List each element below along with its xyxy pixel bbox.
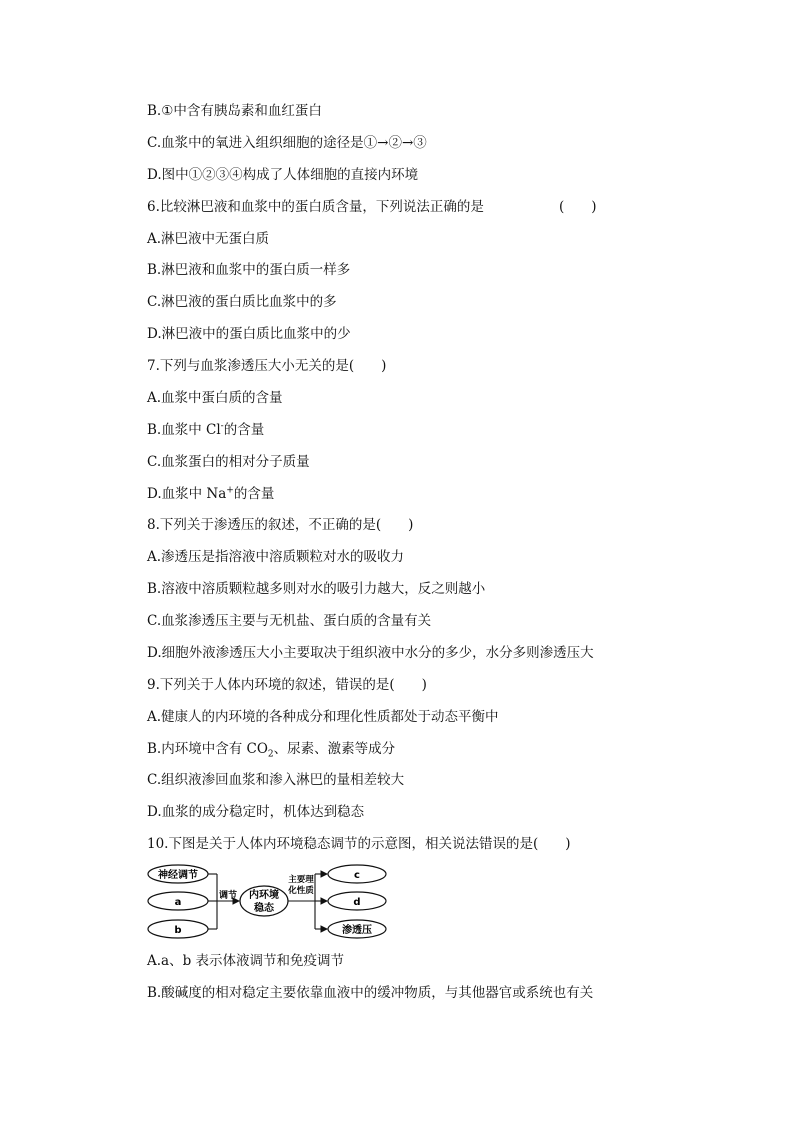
option-q10-a: A.a、b 表示体液调节和免疫调节 — [147, 953, 345, 969]
label-a: a — [174, 897, 182, 908]
question-6 — [147, 198, 597, 216]
homeostasis-diagram — [147, 860, 397, 942]
option-q6-a: A.淋巴液中无蛋白质 — [147, 231, 270, 247]
option-q5-b: B.①中含有胰岛素和血红蛋白 — [147, 103, 322, 119]
option-q10-b: B.酸碱度的相对稳定主要依靠血液中的缓冲物质，与其他器官或系统也有关 — [147, 985, 594, 1001]
option-q6-b: B.淋巴液和血浆中的蛋白质一样多 — [147, 262, 351, 278]
question-6-blank: ( ) — [559, 199, 597, 215]
option-q7-d-post: 的含量 — [233, 486, 275, 502]
label-regulation: 调节 — [218, 891, 238, 901]
label-osmotic-pressure: 渗透压 — [342, 925, 372, 936]
option-q9-b-post: 、尿素、激素等成分 — [273, 741, 396, 757]
question-8: 8.下列关于渗透压的叙述，不正确的是( ) — [147, 517, 414, 533]
label-internal-environment: 内环境 — [249, 890, 279, 901]
label-neural-regulation: 神经调节 — [158, 870, 198, 881]
option-q9-b — [147, 740, 395, 758]
label-main-properties-1: 主要理 — [288, 875, 314, 885]
option-q9-b-pre: B.内环境中含有 CO — [147, 741, 268, 757]
option-q7-d-sup: + — [226, 485, 234, 496]
option-q8-d: D.细胞外液渗透压大小主要取决于组织液中水分的多少，水分多则渗透压大 — [147, 645, 594, 661]
option-q6-c: C.淋巴液的蛋白质比血浆中的多 — [147, 294, 337, 310]
option-q9-d: D.血浆的成分稳定时，机体达到稳态 — [147, 804, 365, 820]
question-9: 9.下列关于人体内环境的叙述，错误的是( ) — [147, 677, 427, 693]
option-q7-b-sup: - — [220, 421, 224, 432]
option-q8-c: C.血浆渗透压主要与无机盐、蛋白质的含量有关 — [147, 613, 432, 629]
label-homeostasis: 稳态 — [254, 903, 274, 914]
option-q9-c: C.组织液渗回血浆和渗入淋巴的量相差较大 — [147, 772, 405, 788]
question-6-stem: 6.比较淋巴液和血浆中的蛋白质含量，下列说法正确的是 — [147, 199, 484, 215]
option-q7-a: A.血浆中蛋白质的含量 — [147, 390, 283, 406]
option-q7-c: C.血浆蛋白的相对分子质量 — [147, 454, 310, 470]
question-10: 10.下图是关于人体内环境稳态调节的示意图，相关说法错误的是( ) — [147, 836, 571, 852]
option-q5-c: C.血浆中的氧进入组织细胞的途径是①→②→③ — [147, 135, 427, 151]
option-q7-d — [147, 485, 274, 503]
option-q7-b-post: 的含量 — [223, 422, 265, 438]
option-q7-b-pre: B.血浆中 Cl — [147, 422, 221, 438]
label-c: c — [354, 870, 360, 881]
label-d: d — [353, 897, 361, 908]
question-7: 7.下列与血浆渗透压大小无关的是( ) — [147, 358, 387, 374]
option-q5-d: D.图中①②③④构成了人体细胞的直接内环境 — [147, 167, 419, 183]
option-q9-a: A.健康人的内环境的各种成分和理化性质都处于动态平衡中 — [147, 709, 499, 725]
option-q6-d: D.淋巴液中的蛋白质比血浆中的少 — [147, 326, 351, 342]
option-q9-b-sub: 2 — [267, 749, 274, 760]
label-main-properties-2: 化性质 — [288, 886, 314, 896]
option-q7-b — [147, 421, 264, 439]
option-q8-a: A.渗透压是指溶液中溶质颗粒对水的吸收力 — [147, 549, 405, 565]
option-q7-d-pre: D.血浆中 Na — [147, 486, 227, 502]
option-q8-b: B.溶液中溶质颗粒越多则对水的吸引力越大，反之则越小 — [147, 581, 486, 597]
label-b: b — [174, 925, 182, 936]
